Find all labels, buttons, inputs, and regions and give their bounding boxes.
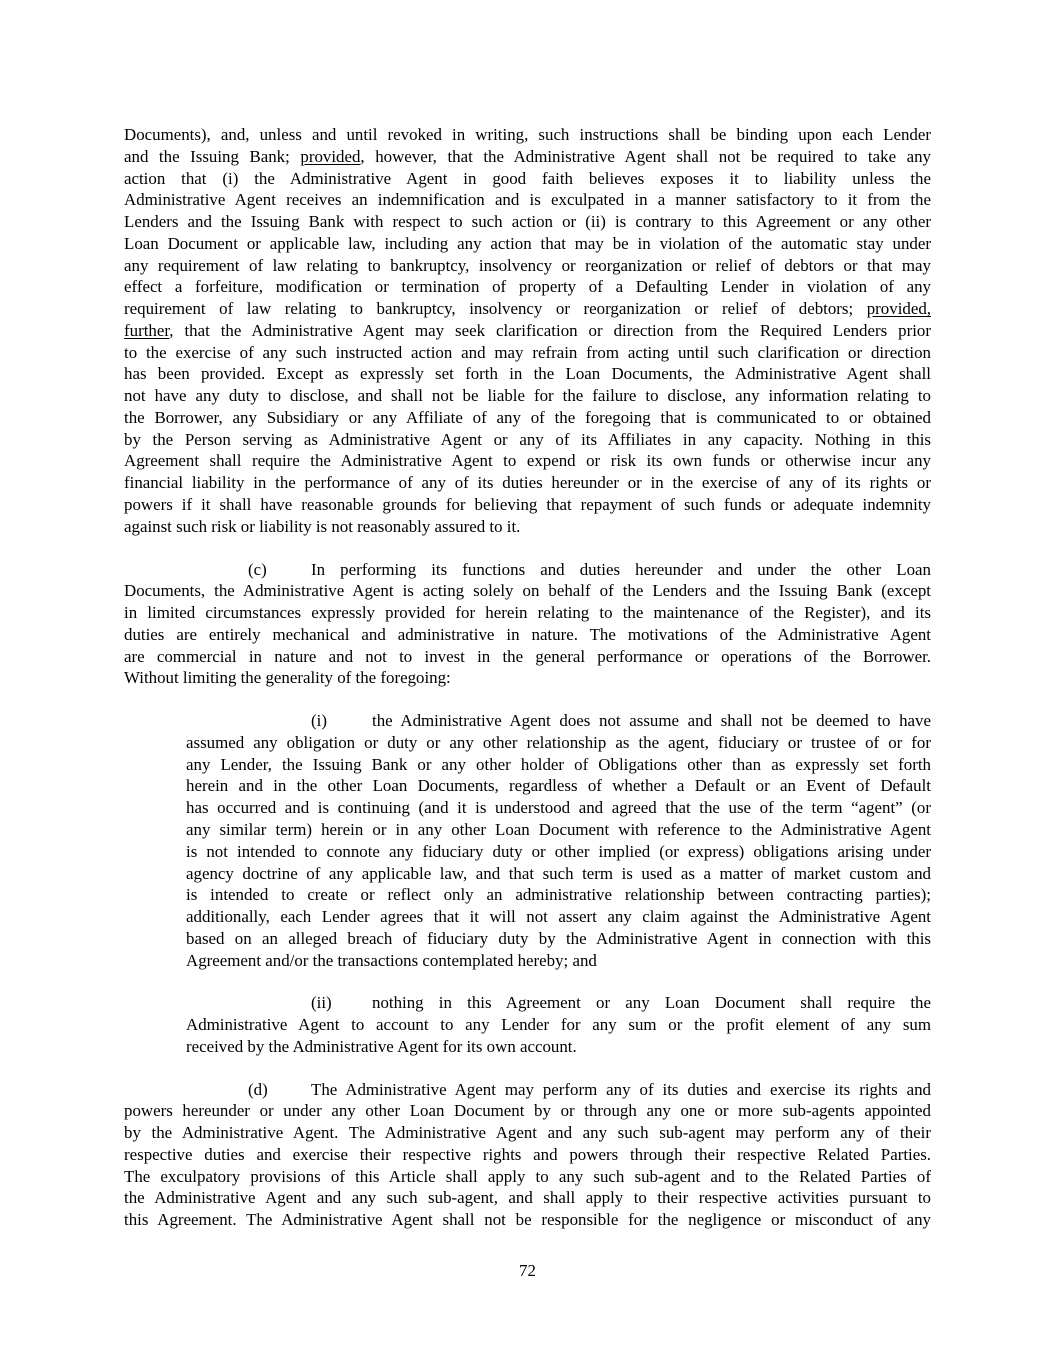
section-label: (i) bbox=[311, 711, 327, 731]
text-line bbox=[186, 928, 931, 950]
text-line bbox=[124, 276, 931, 298]
line-text: herein and in the other Loan Documents, regardless of whether a Default or an Event of Default bbox=[186, 776, 931, 796]
line-text: respective duties and exercise their respective rights and powers through their respective Related Parties. bbox=[124, 1144, 931, 1164]
line-text: has been provided. Except as expressly set forth in the Loan Documents, the Administrative Agent shall bbox=[124, 364, 931, 384]
document-body bbox=[124, 124, 931, 1252]
line-text: Documents, the Administrative Agent is acting solely on behalf of the Lenders and the Issuing Bank (except bbox=[124, 581, 931, 601]
line-text: additionally, each Lender agrees that it will not assert any claim against the Administrative Agent bbox=[186, 907, 931, 927]
line-text: this Agreement. The Administrative Agent shall not be responsible for the negligence or misconduct of any bbox=[124, 1210, 931, 1230]
text-line bbox=[124, 516, 931, 538]
line-text: in limited circumstances expressly provided for herein relating to the maintenance of the Register), and its bbox=[124, 603, 931, 623]
line-text: Documents), and, unless and until revoked in writing, such instructions shall be binding upon each Lender bbox=[124, 125, 931, 144]
line-text: In performing its functions and duties hereunder and under the other Loan bbox=[311, 559, 931, 579]
text-line bbox=[186, 710, 931, 732]
text-line bbox=[186, 884, 931, 906]
underlined-term: provided bbox=[300, 146, 361, 166]
line-text: assumed any obligation or duty or any other relationship as the agent, fiduciary or trustee of or for bbox=[186, 732, 931, 752]
line-text: Agreement and/or the transactions contemplated hereby; and bbox=[186, 950, 597, 970]
line-text: the Administrative Agent does not assume and shall not be deemed to have bbox=[372, 711, 931, 731]
text-line bbox=[186, 992, 931, 1014]
line-text: are commercial in nature and not to invest in the general performance or operations of the Borrower. bbox=[124, 646, 931, 666]
line-text: effect a forfeiture, modification or termination of property of a Defaulting Lender in violation of any bbox=[124, 277, 931, 297]
line-text: powers hereunder or under any other Loan Document by or through any one or more sub-agents appointed bbox=[124, 1101, 931, 1121]
text-line bbox=[124, 1166, 931, 1188]
text-line bbox=[186, 950, 931, 972]
text-line bbox=[124, 580, 931, 602]
section-label: (ii) bbox=[311, 993, 332, 1013]
line-text: Administrative Agent to account to any Lender for any sum or the profit element of any sum bbox=[186, 1015, 931, 1035]
line-text: to the exercise of any such instructed action and may refrain from acting until such clarification or direction bbox=[124, 342, 931, 362]
text-line bbox=[186, 732, 931, 754]
line-text: Lenders and the Issuing Bank with respect to such action or (ii) is contrary to this Agreement or any other bbox=[124, 212, 931, 232]
text-line bbox=[124, 1079, 931, 1101]
line-text: duties are entirely mechanical and administrative in nature. The motivations of the Administrative Agent bbox=[124, 624, 931, 644]
line-text: nothing in this Agreement or any Loan Document shall require the bbox=[372, 993, 931, 1013]
text-line bbox=[124, 320, 931, 342]
line-text: Loan Document or applicable law, including any action that may be in violation of the automatic stay under bbox=[124, 233, 931, 253]
line-text: the Borrower, any Subsidiary or any Affiliate of any of the foregoing that is communicated to or obtained bbox=[124, 407, 931, 427]
text-line bbox=[186, 1014, 931, 1036]
text-line bbox=[124, 450, 931, 472]
text-line bbox=[124, 233, 931, 255]
text-line bbox=[124, 189, 931, 211]
text-line bbox=[186, 819, 931, 841]
paragraph-c bbox=[124, 559, 931, 690]
line-text: action that (i) the Administrative Agent in good faith believes exposes it to liability unless the bbox=[124, 168, 931, 188]
text-line bbox=[124, 168, 931, 190]
line-text: The Administrative Agent may perform any of its duties and exercise its rights and bbox=[311, 1079, 931, 1099]
paragraph-c-ii bbox=[186, 992, 931, 1057]
page-number: 72 bbox=[519, 1261, 536, 1280]
text-line bbox=[186, 754, 931, 776]
line-text: any requirement of law relating to bankruptcy, insolvency or reorganization or relief of debtors or that may bbox=[124, 255, 931, 275]
line-text: received by the Administrative Agent for its own account. bbox=[186, 1036, 577, 1056]
text-line bbox=[124, 494, 931, 516]
line-text: the Administrative Agent and any such sub-agent, and shall apply to their respective activities pursuant to bbox=[124, 1188, 931, 1208]
line-text: not have any duty to disclose, and shall not be liable for the failure to disclose, any information relating to bbox=[124, 386, 931, 406]
text-line bbox=[124, 1187, 931, 1209]
text-line bbox=[124, 646, 931, 668]
text-line bbox=[124, 624, 931, 646]
text-line bbox=[124, 407, 931, 429]
text-line bbox=[186, 841, 931, 863]
paragraph-d bbox=[124, 1079, 931, 1231]
text-line bbox=[186, 797, 931, 819]
text-line bbox=[124, 667, 931, 689]
line-text: is intended to create or reflect only an administrative relationship between contracting parties); bbox=[186, 885, 931, 905]
line-text: Agreement shall require the Administrative Agent to expend or risk its own funds or otherwise incur any bbox=[124, 451, 931, 471]
text-line bbox=[124, 472, 931, 494]
text-line bbox=[124, 342, 931, 364]
text-line bbox=[186, 775, 931, 797]
line-text: The exculpatory provisions of this Article shall apply to any such sub-agent and to the Related Parties of bbox=[124, 1166, 931, 1186]
text-line bbox=[124, 211, 931, 233]
text-line bbox=[124, 1209, 931, 1231]
line-text: is not intended to connote any fiduciary duty or other implied (or express) obligations arising under bbox=[186, 841, 931, 861]
line-text: by the Person serving as Administrative Agent or any of its Affiliates in any capacity. Nothing in this bbox=[124, 429, 931, 449]
text-line bbox=[124, 1100, 931, 1122]
line-text: , however, that the Administrative Agent shall not be required to take any bbox=[360, 146, 931, 166]
line-text: financial liability in the performance of any of its duties hereunder or in the exercise of any of its rights or bbox=[124, 473, 931, 493]
underlined-term: further bbox=[124, 320, 170, 340]
paragraph-continuation bbox=[124, 124, 931, 538]
line-text: Administrative Agent receives an indemnification and is exculpated in a manner satisfactory to it from the bbox=[124, 190, 931, 210]
text-line bbox=[124, 124, 931, 146]
line-text: any Lender, the Issuing Bank or any other holder of Obligations other than as expressly set forth bbox=[186, 754, 931, 774]
line-text: has occurred and is continuing (and it is understood and agreed that the use of the term “agent” (or bbox=[186, 798, 931, 818]
text-line bbox=[124, 429, 931, 451]
line-text: and the Issuing Bank; bbox=[124, 146, 301, 166]
text-line bbox=[124, 146, 931, 168]
text-line bbox=[124, 602, 931, 624]
text-line bbox=[186, 1036, 931, 1058]
section-label: (c) bbox=[248, 559, 267, 579]
line-text: any similar term) herein or in any other Loan Document with reference to the Administrative Agent bbox=[186, 819, 931, 839]
line-text: by the Administrative Agent. The Administrative Agent and any such sub-agent may perform any of their bbox=[124, 1123, 931, 1143]
line-text: agency doctrine of any applicable law, and that such term is used as a matter of market custom and bbox=[186, 863, 931, 883]
line-text: based on an alleged breach of fiduciary duty by the Administrative Agent in connection with this bbox=[186, 928, 931, 948]
text-line bbox=[124, 255, 931, 277]
text-line bbox=[124, 1122, 931, 1144]
line-text: , that the Administrative Agent may seek clarification or direction from the Required Lenders prior bbox=[169, 320, 931, 340]
line-text: requirement of law relating to bankruptcy, insolvency or reorganization or relief of debtors; bbox=[124, 299, 867, 319]
text-line bbox=[186, 863, 931, 885]
paragraph-c-i bbox=[186, 710, 931, 971]
line-text: Without limiting the generality of the foregoing: bbox=[124, 668, 451, 688]
text-line bbox=[124, 298, 931, 320]
text-line bbox=[124, 363, 931, 385]
line-text: powers if it shall have reasonable grounds for believing that repayment of such funds or adequate indemnity bbox=[124, 495, 931, 515]
text-line bbox=[124, 559, 931, 581]
underlined-term: provided, bbox=[866, 299, 931, 319]
section-label: (d) bbox=[248, 1079, 268, 1099]
text-line bbox=[124, 385, 931, 407]
text-line bbox=[186, 906, 931, 928]
line-text: against such risk or liability is not reasonably assured to it. bbox=[124, 516, 521, 536]
text-line bbox=[124, 1144, 931, 1166]
